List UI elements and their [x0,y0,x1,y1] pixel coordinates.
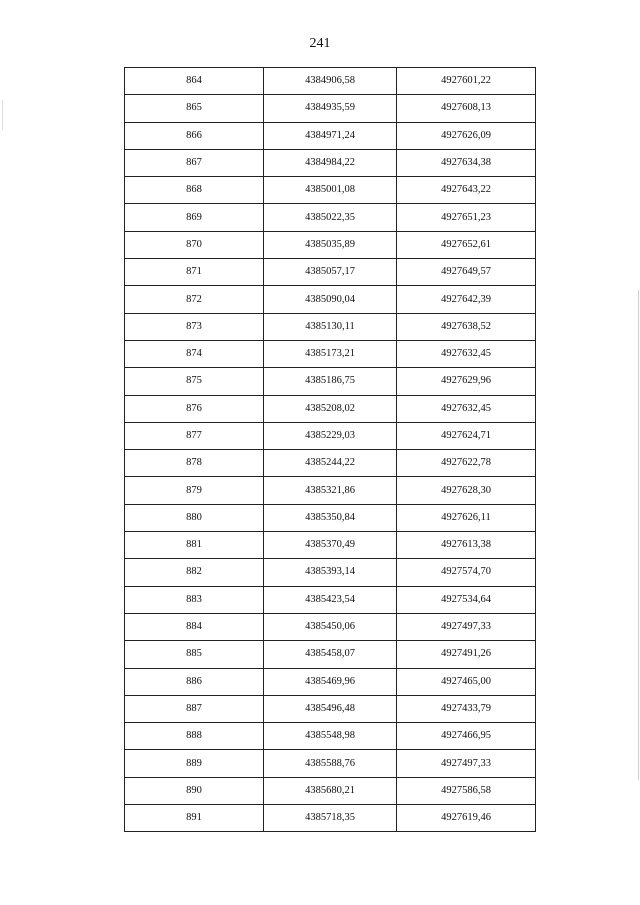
x-coordinate-cell: 4385496,48 [264,695,397,722]
table-row [125,286,536,313]
y-coordinate-cell: 4927619,46 [397,805,536,832]
y-coordinate-cell: 4927632,45 [397,395,536,422]
table-row [125,559,536,586]
point-number-cell: 881 [125,532,264,559]
y-coordinate-cell: 4927634,38 [397,149,536,176]
point-number-cell: 883 [125,586,264,613]
point-number-cell: 876 [125,395,264,422]
y-coordinate-cell: 4927638,52 [397,313,536,340]
point-number-cell: 867 [125,149,264,176]
x-coordinate-cell: 4384906,58 [264,68,397,95]
x-coordinate-cell: 4385588,76 [264,750,397,777]
x-coordinate-cell: 4384935,59 [264,95,397,122]
x-coordinate-cell: 4385350,84 [264,504,397,531]
table-row [125,504,536,531]
table-row [125,450,536,477]
point-number-cell: 885 [125,641,264,668]
x-coordinate-cell: 4385393,14 [264,559,397,586]
point-number-cell: 887 [125,695,264,722]
y-coordinate-cell: 4927632,45 [397,340,536,367]
table-row [125,122,536,149]
y-coordinate-cell: 4927608,13 [397,95,536,122]
x-coordinate-cell: 4385186,75 [264,368,397,395]
coordinates-table [124,67,536,832]
table-row [125,259,536,286]
table-row [125,723,536,750]
scan-edge-line [638,290,639,780]
point-number-cell: 871 [125,259,264,286]
y-coordinate-cell: 4927643,22 [397,177,536,204]
point-number-cell: 872 [125,286,264,313]
point-number-cell: 888 [125,723,264,750]
y-coordinate-cell: 4927497,33 [397,750,536,777]
table-row [125,422,536,449]
point-number-cell: 865 [125,95,264,122]
table-row [125,641,536,668]
x-coordinate-cell: 4385090,04 [264,286,397,313]
y-coordinate-cell: 4927466,95 [397,723,536,750]
table-row [125,586,536,613]
y-coordinate-cell: 4927613,38 [397,532,536,559]
point-number-cell: 877 [125,422,264,449]
point-number-cell: 878 [125,450,264,477]
y-coordinate-cell: 4927651,23 [397,204,536,231]
table-row [125,750,536,777]
x-coordinate-cell: 4384971,24 [264,122,397,149]
point-number-cell: 884 [125,613,264,640]
y-coordinate-cell: 4927624,71 [397,422,536,449]
table-row [125,805,536,832]
x-coordinate-cell: 4385022,35 [264,204,397,231]
table-row [125,231,536,258]
y-coordinate-cell: 4927491,26 [397,641,536,668]
table-row [125,695,536,722]
point-number-cell: 868 [125,177,264,204]
page-number: 241 [309,36,331,51]
point-number-cell: 882 [125,559,264,586]
x-coordinate-cell: 4385001,08 [264,177,397,204]
x-coordinate-cell: 4385370,49 [264,532,397,559]
x-coordinate-cell: 4384984,22 [264,149,397,176]
x-coordinate-cell: 4385321,86 [264,477,397,504]
y-coordinate-cell: 4927586,58 [397,777,536,804]
x-coordinate-cell: 4385680,21 [264,777,397,804]
table-row [125,340,536,367]
y-coordinate-cell: 4927652,61 [397,231,536,258]
point-number-cell: 890 [125,777,264,804]
x-coordinate-cell: 4385035,89 [264,231,397,258]
point-number-cell: 880 [125,504,264,531]
table-row [125,532,536,559]
table-row [125,177,536,204]
table-row [125,204,536,231]
x-coordinate-cell: 4385173,21 [264,340,397,367]
x-coordinate-cell: 4385718,35 [264,805,397,832]
y-coordinate-cell: 4927497,33 [397,613,536,640]
x-coordinate-cell: 4385548,98 [264,723,397,750]
x-coordinate-cell: 4385423,54 [264,586,397,613]
table-row [125,668,536,695]
y-coordinate-cell: 4927574,70 [397,559,536,586]
x-coordinate-cell: 4385469,96 [264,668,397,695]
y-coordinate-cell: 4927622,78 [397,450,536,477]
point-number-cell: 889 [125,750,264,777]
point-number-cell: 886 [125,668,264,695]
y-coordinate-cell: 4927629,96 [397,368,536,395]
table-row [125,95,536,122]
point-number-cell: 874 [125,340,264,367]
table-row [125,368,536,395]
point-number-cell: 870 [125,231,264,258]
y-coordinate-cell: 4927433,79 [397,695,536,722]
x-coordinate-cell: 4385208,02 [264,395,397,422]
y-coordinate-cell: 4927628,30 [397,477,536,504]
y-coordinate-cell: 4927601,22 [397,68,536,95]
point-number-cell: 869 [125,204,264,231]
table-row [125,613,536,640]
x-coordinate-cell: 4385458,07 [264,641,397,668]
x-coordinate-cell: 4385130,11 [264,313,397,340]
coordinates-table-body [125,68,536,832]
x-coordinate-cell: 4385244,22 [264,450,397,477]
table-row [125,68,536,95]
point-number-cell: 866 [125,122,264,149]
point-number-cell: 873 [125,313,264,340]
y-coordinate-cell: 4927642,39 [397,286,536,313]
table-row [125,313,536,340]
table-row [125,395,536,422]
x-coordinate-cell: 4385229,03 [264,422,397,449]
y-coordinate-cell: 4927649,57 [397,259,536,286]
x-coordinate-cell: 4385057,17 [264,259,397,286]
point-number-cell: 864 [125,68,264,95]
y-coordinate-cell: 4927626,09 [397,122,536,149]
table-row [125,777,536,804]
point-number-cell: 891 [125,805,264,832]
table-row [125,477,536,504]
y-coordinate-cell: 4927465,00 [397,668,536,695]
point-number-cell: 875 [125,368,264,395]
x-coordinate-cell: 4385450,06 [264,613,397,640]
y-coordinate-cell: 4927534,64 [397,586,536,613]
y-coordinate-cell: 4927626,11 [397,504,536,531]
scan-edge-line-left [2,100,3,130]
table-row [125,149,536,176]
point-number-cell: 879 [125,477,264,504]
